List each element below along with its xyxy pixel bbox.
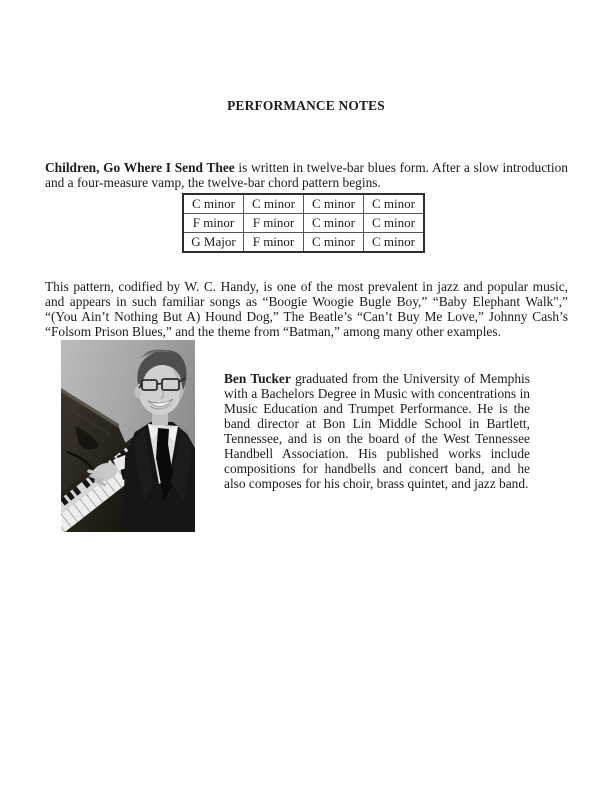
chord-cell: C minor <box>244 194 304 214</box>
page-title: PERFORMANCE NOTES <box>227 98 385 113</box>
song-title-lead: Children, Go Where I Send Thee <box>45 160 235 176</box>
chord-cell: F minor <box>183 214 244 233</box>
chord-cell: C minor <box>364 194 425 214</box>
chord-cell: C minor <box>304 194 364 214</box>
chord-cell: C minor <box>304 233 364 253</box>
chord-cell: C minor <box>183 194 244 214</box>
pattern-paragraph: This pattern, codified by W. C. Handy, is one of the most prevalent in jazz and popular music, and appears in such familiar songs as “Boogie Woogie Bugle Boy,” “Baby Elephant Walk",” “(You Ain’t Nothing But A) Hound Dog,” The Beatle’s “Can’t Buy Me Love,” Johnny Cash’s “Folsom Prison Blues,” and the theme from “Batman,” among many other examples. <box>45 279 568 340</box>
bio-text: graduated from the University of Memphis with a Bachelors Degree in Music with concentrations in Music Education and Trumpet Performance. He is the band director at Bon Lin Middle School in Bartlett, Tennessee, and is on the board of the West Tennessee Handbell Association. His published works include compositions for handbells and concert band, and he also composes for his choir, brass quintet, and jazz band. <box>224 371 530 492</box>
portrait-photo-illustration <box>61 340 195 532</box>
intro-text: is written in twelve-bar blues form. After a slow introduction and a four-measure vamp, the twelve-bar chord pattern begins. <box>45 160 569 191</box>
chord-progression-table <box>182 193 425 253</box>
chord-cell: F minor <box>244 233 304 253</box>
table-row <box>183 233 424 253</box>
table-row <box>183 194 424 214</box>
ben-tucker-portrait-photo <box>61 340 195 532</box>
chord-cell: F minor <box>244 214 304 233</box>
intro-paragraph <box>45 160 568 190</box>
table-row <box>183 214 424 233</box>
bio-paragraph <box>224 371 530 491</box>
chord-cell: C minor <box>304 214 364 233</box>
bio-name-lead: Ben Tucker <box>224 371 291 387</box>
chord-cell: C minor <box>364 233 425 253</box>
chord-cell: C minor <box>364 214 425 233</box>
chord-cell: G Major <box>183 233 244 253</box>
